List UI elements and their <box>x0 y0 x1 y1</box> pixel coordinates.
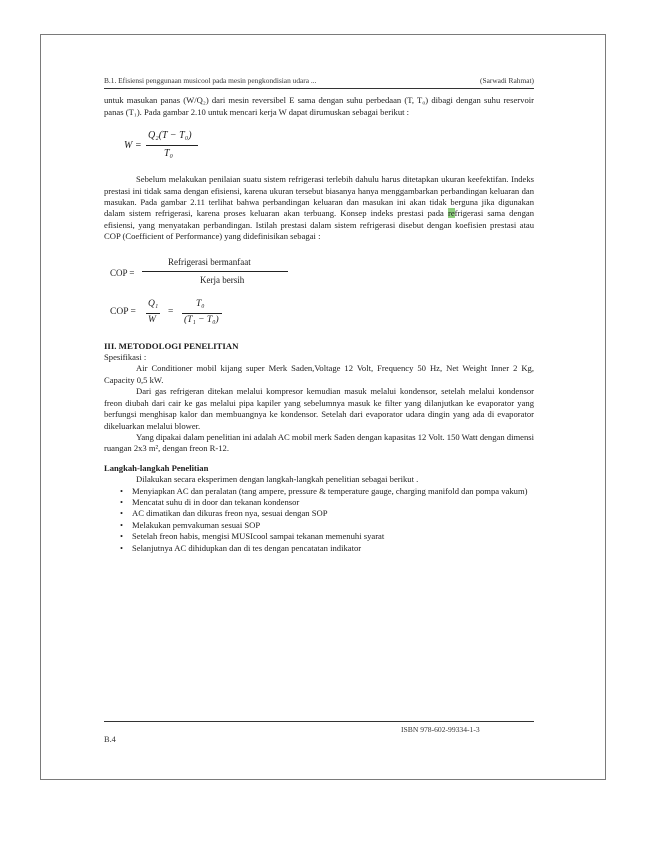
running-header-right: (Sarwadi Rahmat) <box>480 76 534 85</box>
steps-intro: Dilakukan secara eksperimen dengan langkah-langkah penelitian sebagai berikut . <box>136 474 419 485</box>
page-number: B.4 <box>104 735 116 744</box>
fraction-bar <box>182 313 222 314</box>
cop2-lhs: COP = <box>110 306 136 317</box>
page-content <box>104 75 534 554</box>
paragraph-cop-text: Sebelum melakukan penilaian suatu sistem refrigerasi terlebih dahulu harus ditetapkan ukuran keefektifan. Indeks prestasi ini tidak sama dengan efisiensi, karena ukuran tersebut biasanya hanya menggambarkan perbandingan keluaran dan masukan. Pada gambar 2.11 terlihat bahwa perbandingan keluaran dan masukan ini akan tidak berguna jika digunakan dalam sistem refrigerasi, karena proses keluaran akan terbuang. Konsep indeks prestasi pada <box>104 174 534 219</box>
document-page <box>40 34 606 780</box>
work-formula-lhs: W = <box>124 140 142 152</box>
cop2-frac2-num: T₀ <box>196 298 205 309</box>
paragraph-cop-continued: frigerasi sama dengan efisiensi, yang menyatakan perbandingan. Istilah prestasi dalam sistem refrigerasi disebut dengan koefisien prestasi atau COP (Coefficient of Performance) yang didefinisikan sebagai : <box>104 208 534 242</box>
fraction-bar <box>142 271 288 272</box>
list-item: • Menyiapkan AC dan peralatan (tang ampere, pressure & temperature gauge, charging manifold dan pompa vakum) <box>120 486 534 497</box>
cop-numerator: Refrigerasi bermanfaat <box>168 256 251 267</box>
fraction-bar <box>146 145 198 146</box>
steps-list <box>104 486 534 554</box>
section-title-methodology: III. METODOLOGI PENELITIAN <box>104 340 239 351</box>
process-paragraph: Dari gas refrigeran ditekan melalui kompresor kemudian masuk melalui kondensor, setelah melalui kondensor freon diubah dari cair ke gas melalui pipa kapiler yang sebelumnya masuk ke filter yang dilanjutkan ke evaporator yang berfungsi menghisap kalor dan membuangnya ke kondensor. Setelah dari evaporator udara dingin yang ada di evaporator dikeluarkan melalui blower. <box>104 386 534 431</box>
cop-denominator: Kerja bersih <box>200 274 245 285</box>
work-formula-denominator: T₀ <box>164 148 174 160</box>
cop-definition-formula <box>110 257 534 293</box>
list-item: • Melakukan pemvakuman sesuai SOP <box>120 520 534 531</box>
list-item: • Selanjutnya AC dihidupkan dan di tes dengan pencatatan indikator <box>120 543 534 554</box>
spec-label: Spesifikasi : <box>104 352 147 363</box>
list-item: • Mencatat suhu di in door dan tekanan kondensor <box>120 497 534 508</box>
work-formula <box>124 126 534 168</box>
footer-isbn: ISBN 978-602-99334-1-3 <box>401 725 480 734</box>
footer-rule <box>104 721 534 722</box>
running-header <box>104 75 534 86</box>
cop2-frac1-den: W <box>148 314 156 325</box>
header-rule <box>104 88 534 89</box>
cop2-frac2-den: (T₁ − T₀) <box>184 314 219 325</box>
spec-paragraph: Air Conditioner mobil kijang super Merk Saden,Voltage 12 Volt, Frequency 50 Hz, Net Weight Inner 2 Kg, Capacity 0,5 kW. <box>104 363 534 385</box>
intro-paragraph: untuk masukan panas (W/Q₂) dari mesin reversibel E sama dengan suhu perbedaan (T, T₀) dibagi dengan suhu reservoir panas (T₁). Pada gambar 2.10 untuk mencari kerja W dapat dirumuskan sebagai berikut : <box>104 95 534 117</box>
cop2-frac1-num: Q₁ <box>148 298 159 309</box>
fraction-bar <box>146 313 160 314</box>
highlighted-text: re <box>447 208 455 219</box>
list-item: • Setelah freon habis, mengisi MUSIcool sampai tekanan memenuhi syarat <box>120 531 534 542</box>
cop-temperature-formula <box>110 299 534 331</box>
equipment-paragraph: Yang dipakai dalam penelitian ini adalah AC mobil merk Saden dengan kapasitas 12 Volt. 150 Watt dengan dimensi ruangan 2x3 m², dengan freon R-12. <box>104 431 534 454</box>
steps-title: Langkah-langkah Penelitian <box>104 462 209 473</box>
list-item: • AC dimatikan dan dikuras freon nya, sesuai dengan SOP <box>120 508 534 519</box>
paragraph-cop <box>104 174 534 242</box>
cop2-equals: = <box>168 306 174 317</box>
running-header-left: B.1. Efisiensi penggunaan musicool pada mesin pengkondisian udara ... <box>104 76 317 85</box>
work-formula-numerator: Q₂(T − T₀) <box>148 130 192 142</box>
cop-lhs: COP = <box>110 267 135 278</box>
